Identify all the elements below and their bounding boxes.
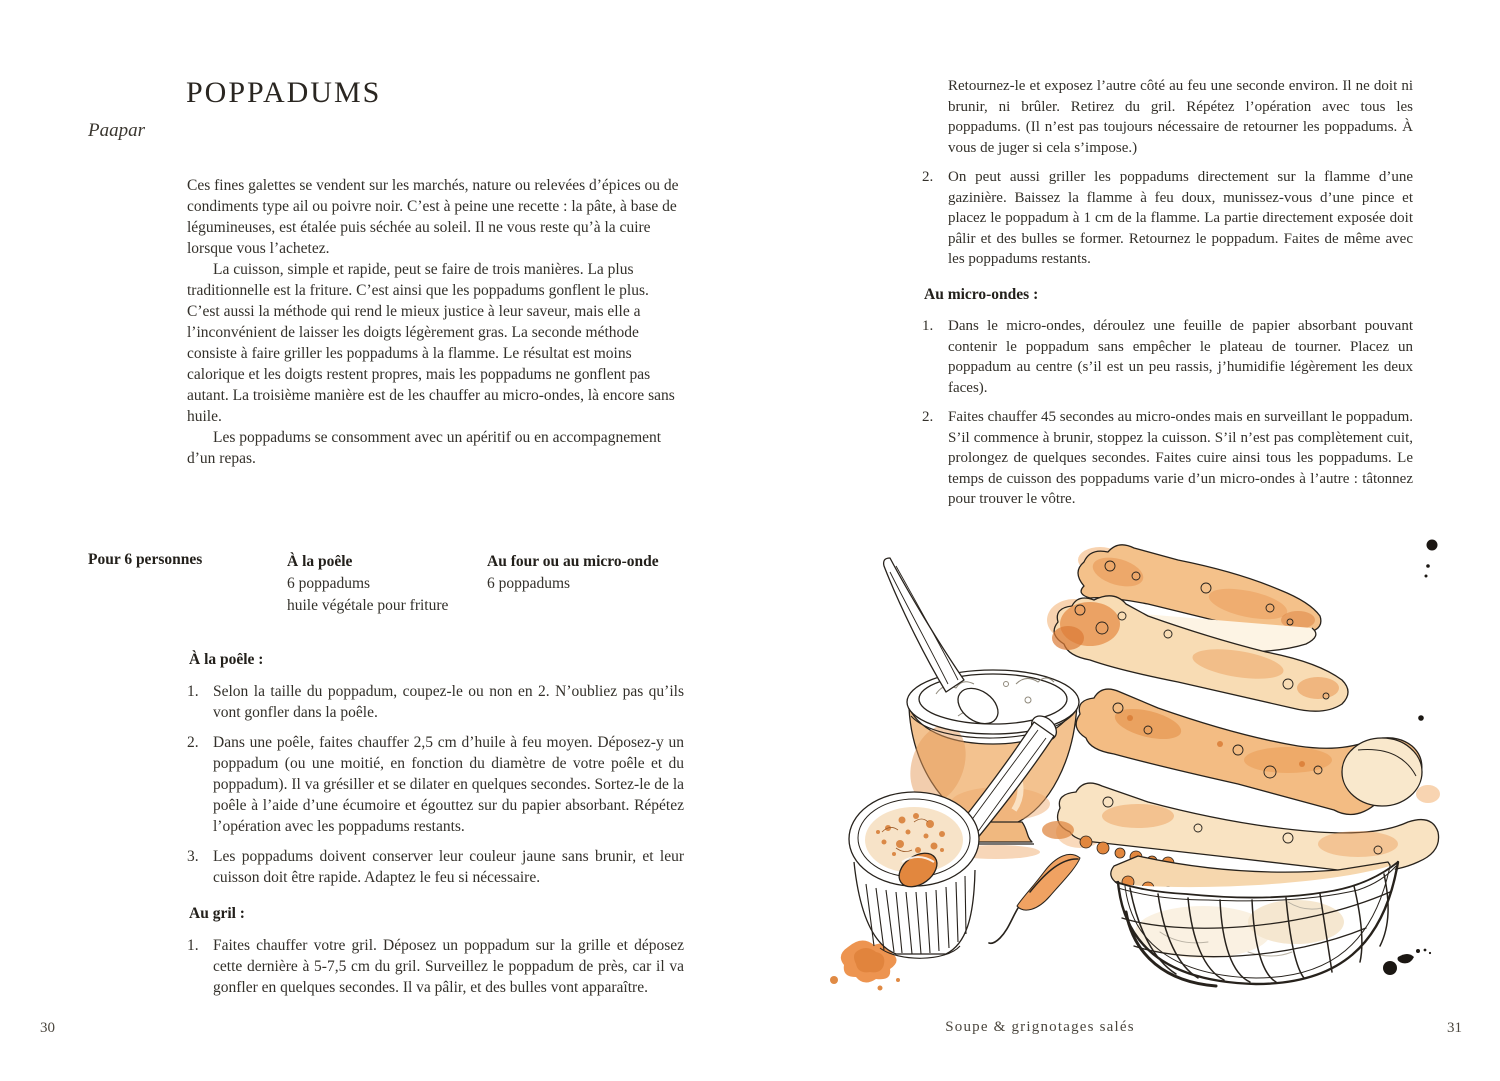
method-column-left: [187, 649, 684, 1007]
method-column-right: [922, 76, 1413, 519]
intro-paragraph: Ces fines galettes se vendent sur les marchés, nature ou relevées d’épices ou de condiments type ail ou poivre noir. C’est à peine une recette : la pâte, à base de légumineuses, est étalée puis séchée au soleil. Il ne vous reste qu’à la cuire lorsque vous l’achetez.: [187, 177, 679, 257]
ingredient-item: 6 poppadums: [487, 575, 571, 592]
recipe-step: [922, 407, 1413, 510]
intro-paragraph: Les poppadums se consomment avec un apéritif ou en accompagnement d’un repas.: [187, 429, 662, 467]
recipe-step: [187, 935, 684, 998]
intro-paragraph: La cuisson, simple et rapide, peut se faire de trois manières. La plus traditionnelle est la friture. C’est ainsi que les poppadums gonflent le plus. C’est aussi la méthode qui rend le mieux justice à leur saveur, mais elle a l’inconvénient de laisser les doigts légèrement gras. La seconde méthode consiste à faire griller les poppadums à la flamme. Le résultat est moins calorique et les doigts restent propres, mais les poppadums ne gonflent pas autant. La troisième manière est de les chauffer au micro-ondes, là encore sans huile.: [187, 261, 675, 425]
recipe-step: [187, 732, 684, 837]
poppadum-stack: [1052, 545, 1439, 901]
step-text: Faites chauffer votre gril. Déposez un poppadum sur la grille et déposez cette dernière à 5-7,5 cm du gril. Surveillez le poppadum de près, car il va gonfler en quelques secondes. Il va pâlir, et des bulles vont apparaître.: [213, 937, 684, 996]
recipe-step: [187, 846, 684, 888]
watercolor-illustration: [818, 532, 1463, 1017]
step-text: Les poppadums doivent conserver leur couleur jaune sans brunir, et leur cuisson doit être rapide. Adaptez le feu si nécessaire.: [213, 848, 684, 886]
step-text: On peut aussi griller les poppadums directement sur la flamme d’une gazinière. Baissez la flamme à feu doux, munissez-vous d’une pince et placez le poppadum à 1 cm de la flamme. La partie directement exposée doit pâlir et des bulles se former. Retournez le poppadum. Faites de même avec les poppadums restants.: [948, 169, 1413, 267]
step-text: Selon la taille du poppadum, coupez-le ou non en 2. N’oubliez pas qu’ils vont gonfler dans la poêle.: [213, 683, 684, 721]
recipe-step: [187, 681, 684, 723]
ingredient-item: huile végétale pour friture: [287, 597, 449, 614]
chapter-footer: Soupe & grignotages salés: [945, 1019, 1135, 1035]
step-text: Faites chauffer 45 secondes au micro-ondes mais en surveillant le poppadum. S’il commence à brunir, stoppez la cuisson. S’il n’est pas complètement cuit, prolongez de quelques secondes. Faites cuire ainsi tous les poppadums. Le temps de cuisson des poppadums varie d’un micro-ondes à l’autre : tâtonnez pour trouver le vôtre.: [948, 409, 1414, 507]
ingredients-column-oven: [487, 551, 702, 595]
section-heading-grill: Au gril :: [189, 905, 245, 922]
step-number: 1.: [187, 683, 199, 700]
step-number: 2.: [922, 169, 934, 185]
ingredient-item: 6 poppadums: [287, 575, 371, 592]
servings-label: Pour 6 personnes: [88, 551, 203, 568]
spice-ramekin: [830, 792, 979, 991]
step-number: 1.: [922, 318, 934, 334]
ingredients-heading: Au four ou au micro-onde: [487, 553, 659, 570]
intro-text: [187, 175, 684, 469]
step-number: 1.: [187, 937, 199, 954]
step-number: 2.: [187, 734, 199, 751]
page-number-left: 30: [40, 1020, 55, 1036]
page-number-right: 31: [1447, 1020, 1462, 1036]
step-number: 2.: [922, 409, 934, 425]
recipe-step: [922, 167, 1413, 270]
ingredients-column-pan: [287, 551, 482, 617]
recipe-title: POPPADUMS: [186, 76, 382, 109]
step-number: 3.: [187, 848, 199, 865]
ingredients-heading: À la poêle: [287, 553, 353, 570]
chili-pepper: [989, 854, 1080, 943]
recipe-subtitle: Paapar: [88, 120, 145, 141]
section-heading-microwave: Au micro-ondes :: [924, 285, 1039, 303]
section-heading-pan: À la poêle :: [189, 651, 264, 668]
step-text: Dans le micro-ondes, déroulez une feuille de papier absorbant pouvant contenir le poppadum sans empêcher le plateau de tourner. Placez un poppadum au centre (s’il est un peu rassis, j’humidifie légèrement les deux faces).: [948, 318, 1413, 396]
recipe-step: [922, 316, 1413, 398]
step-text: Dans une poêle, faites chauffer 2,5 cm d’huile à feu moyen. Déposez-y un poppadum (ou une moitié, en fonction du diamètre de votre poêle et du poppadum). Il va grésiller et se dilater en quelques secondes. Sortez-le de la poêle à l’aide d’une écumoire et égouttez sur du papier absorbant. Répétez l’opération avec les poppadums restants.: [213, 734, 684, 835]
grill-step-continuation: Retournez-le et exposez l’autre côté au feu une seconde environ. Il ne doit ni brunir, ni brûler. Retirez du gril. Répétez l’opération avec tous les poppadums. (Il n’est pas toujours nécessaire de retourner les poppadums. À vous de juger si cela s’impose.): [948, 78, 1413, 156]
